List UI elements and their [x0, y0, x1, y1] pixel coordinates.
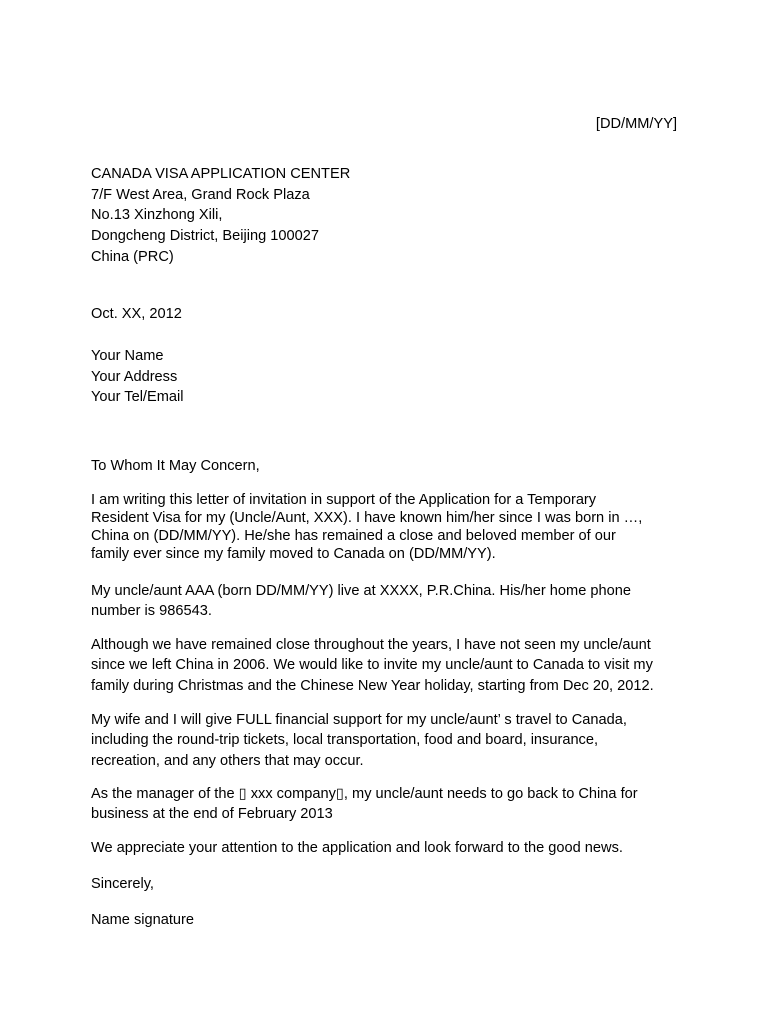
paragraph-line: Resident Visa for my (Uncle/Aunt, XXX). I have known him/her since I was born in …, [91, 509, 643, 526]
closing-text: Sincerely, [91, 876, 154, 892]
paragraph-line: including the round-trip tickets, local transportation, food and board, insurance, [91, 732, 599, 749]
address-line: CANADA VISA APPLICATION CENTER [91, 166, 351, 182]
sender-address: Your Address [91, 368, 178, 385]
paragraph-line: China on (DD/MM/YY). He/she has remained a close and beloved member of our [91, 527, 616, 544]
address-line: Dongcheng District, Beijing 100027 [91, 228, 319, 245]
address-line: 7/F West Area, Grand Rock Plaza [91, 186, 310, 203]
recipient-address [91, 164, 691, 268]
paragraph-line: since we left China in 2006. We would like to invite my uncle/aunt to Canada to visit my [91, 657, 653, 674]
sender-block [91, 346, 691, 408]
salutation-text: To Whom It May Concern, [91, 458, 260, 474]
paragraph-line: business at the end of February 2013 [91, 806, 333, 823]
paragraph-line: family ever since my family moved to Canada on (DD/MM/YY). [91, 545, 496, 562]
paragraph-line: recreation, and any others that may occur. [91, 752, 364, 769]
header-date: [DD/MM/YY] [595, 116, 677, 132]
sender-name: Your Name [91, 348, 164, 364]
salutation [91, 456, 691, 477]
paragraph-line: Although we have remained close throughout the years, I have not seen my uncle/aunt [91, 637, 651, 653]
paragraph-line: family during Christmas and the Chinese New Year holiday, starting from Dec 20, 2012. [91, 677, 654, 694]
paragraph-line: As the manager of the ▯ xxx company▯, my uncle/aunt needs to go back to China for [91, 786, 638, 802]
address-line: No.13 Xinzhong Xili, [91, 207, 223, 224]
paragraph-line: number is 986543. [91, 603, 212, 620]
paragraph-3 [91, 635, 691, 696]
paragraph-line: My wife and I will give FULL financial support for my uncle/aunt’ s travel to Canada, [91, 712, 627, 728]
paragraph-line: I am writing this letter of invitation in support of the Application for a Temporary [91, 492, 597, 508]
sender-contact: Your Tel/Email [91, 389, 184, 406]
paragraph-2 [91, 581, 691, 622]
signature-text: Name signature [91, 912, 195, 928]
letter-date [91, 304, 691, 325]
paragraph-5 [91, 784, 691, 825]
signature [91, 910, 691, 931]
closing [91, 874, 691, 895]
paragraph-4 [91, 710, 691, 771]
letter-date-text: Oct. XX, 2012 [91, 306, 182, 322]
paragraph-6 [91, 838, 691, 858]
address-line: China (PRC) [91, 248, 174, 265]
paragraph-1 [91, 492, 691, 564]
paragraph-line: We appreciate your attention to the application and look forward to the good news. [91, 840, 623, 856]
paragraph-line: My uncle/aunt AAA (born DD/MM/YY) live at XXXX, P.R.China. His/her home phone [91, 583, 631, 599]
